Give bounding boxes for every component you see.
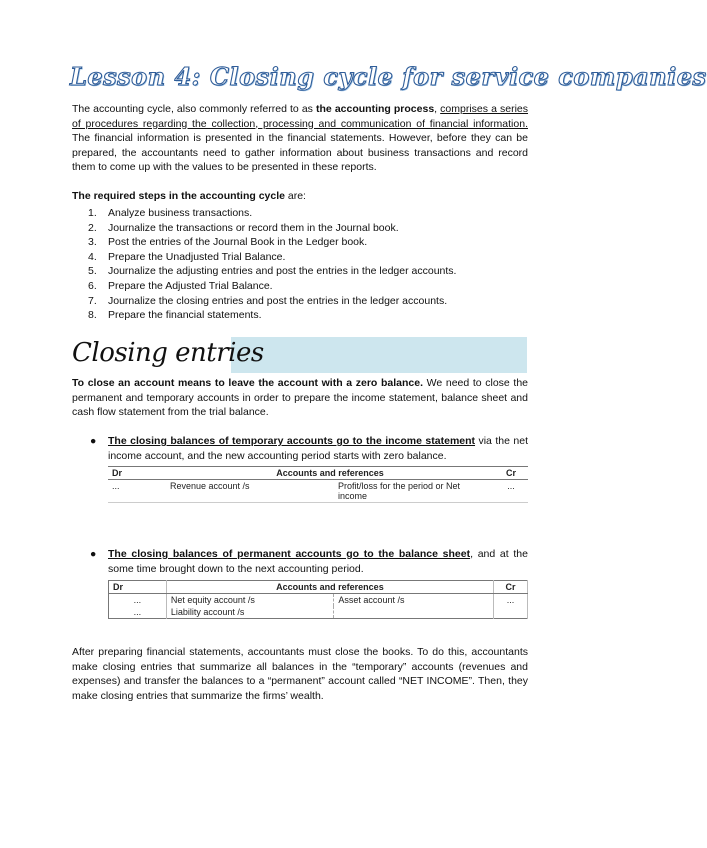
permanent-closing-table bbox=[108, 580, 528, 619]
step-number: 4. bbox=[88, 250, 97, 263]
cr-value-empty bbox=[494, 606, 528, 619]
cr-value: ... bbox=[494, 594, 528, 607]
list-item bbox=[88, 221, 456, 236]
step-text: Post the entries of the Journal Book in the Ledger book. bbox=[108, 236, 368, 249]
list-item bbox=[88, 206, 456, 221]
bullet-temporary-accounts bbox=[90, 434, 528, 463]
steps-list bbox=[88, 206, 456, 323]
outro-paragraph: After preparing financial statements, accountants must close the books. To do this, accountants make closing entries that summarize all balances in the “temporary” accounts (revenues and expenses) and transfer the balances to a “permanent” account called “NET INCOME”. Then, they make closing entries that summarize the firms’ wealth. bbox=[72, 646, 528, 702]
cr-header: Cr bbox=[494, 581, 528, 594]
list-item bbox=[88, 250, 456, 265]
step-number: 6. bbox=[88, 279, 97, 292]
debit-account: Revenue account /s bbox=[170, 481, 250, 491]
step-number: 2. bbox=[88, 221, 97, 234]
debit-account: Net equity account /s bbox=[166, 594, 334, 607]
step-number: 3. bbox=[88, 236, 97, 249]
credit-account: Profit/loss for the period or Net income bbox=[338, 481, 461, 501]
bullet1-rest: via the net income account, and the new accounting period starts with zero balance. bbox=[108, 435, 528, 462]
accounts-header: Accounts and references bbox=[166, 467, 494, 480]
credit-account-empty bbox=[334, 606, 494, 619]
closing-entries-heading: Closing entries bbox=[72, 338, 264, 368]
debit-account: Liability account /s bbox=[166, 606, 334, 619]
intro-bold: the accounting process bbox=[316, 103, 435, 115]
cr-value: ... bbox=[507, 481, 515, 491]
bullet-permanent-accounts bbox=[90, 547, 528, 576]
dr-header: Dr bbox=[108, 467, 166, 480]
steps-heading-bold: The required steps in the accounting cycle bbox=[72, 190, 285, 202]
intro-paragraph bbox=[72, 102, 528, 175]
credit-account: Asset account /s bbox=[334, 594, 494, 607]
step-number: 7. bbox=[88, 294, 97, 307]
list-item bbox=[88, 264, 456, 279]
intro-rest: The financial information is presented in the financial statements. However, before they can be prepared, the accountants need to gather information about business transactions and record them to come up with the values to be presented in these reports. bbox=[72, 132, 528, 173]
intro-sep: , bbox=[434, 103, 441, 115]
table-row bbox=[109, 594, 528, 607]
cr-header: Cr bbox=[494, 467, 528, 480]
bullet-icon: ● bbox=[90, 548, 97, 560]
table-row bbox=[108, 480, 528, 503]
step-text: Journalize the transactions or record them in the Journal book. bbox=[108, 221, 399, 234]
list-item bbox=[88, 308, 456, 323]
lesson-title: Lesson 4: Closing cycle for service companies bbox=[70, 62, 707, 91]
table-row bbox=[109, 606, 528, 619]
list-item bbox=[88, 235, 456, 250]
closing-lead-paragraph bbox=[72, 376, 528, 420]
list-item bbox=[88, 279, 456, 294]
list-item bbox=[88, 294, 456, 309]
temporary-closing-table bbox=[108, 466, 528, 503]
step-text: Journalize the closing entries and post the entries in the ledger accounts. bbox=[108, 294, 448, 307]
dr-value: ... bbox=[112, 481, 120, 491]
step-text: Journalize the adjusting entries and post the entries in the ledger accounts. bbox=[108, 265, 457, 278]
accounts-header: Accounts and references bbox=[166, 581, 493, 594]
step-text: Analyze business transactions. bbox=[108, 207, 253, 219]
step-number: 5. bbox=[88, 265, 97, 278]
dr-value: ... bbox=[109, 606, 167, 619]
dr-value: ... bbox=[109, 594, 167, 607]
step-number: 1. bbox=[88, 207, 97, 219]
bullet2-rest: , and at the some time brought down to the next accounting period. bbox=[108, 548, 528, 575]
bullet-icon: ● bbox=[90, 435, 97, 447]
intro-underlined: comprises a series of procedures regarding the collection, processing and communication of financial information. bbox=[72, 103, 529, 130]
step-number: 8. bbox=[88, 309, 97, 322]
dr-header: Dr bbox=[109, 581, 167, 594]
steps-heading-rest: are: bbox=[284, 190, 306, 202]
intro-text: The accounting cycle, also commonly referred to as bbox=[72, 103, 316, 115]
steps-heading bbox=[72, 190, 306, 202]
bullet2-bold: The closing balances of permanent accounts go to the balance sheet bbox=[108, 548, 471, 560]
bullet1-bold: The closing balances of temporary accounts go to the income statement bbox=[108, 435, 476, 447]
step-text: Prepare the Unadjusted Trial Balance. bbox=[108, 250, 286, 263]
heading-banner bbox=[231, 337, 527, 373]
step-text: Prepare the Adjusted Trial Balance. bbox=[108, 279, 273, 292]
step-text: Prepare the financial statements. bbox=[108, 309, 262, 322]
closing-lead-rest: We need to close the permanent and temporary accounts in order to prepare the income statement, balance sheet and cash flow statement from the trial balance. bbox=[72, 377, 529, 418]
closing-lead-bold: To close an account means to leave the account with a zero balance. bbox=[72, 377, 424, 389]
